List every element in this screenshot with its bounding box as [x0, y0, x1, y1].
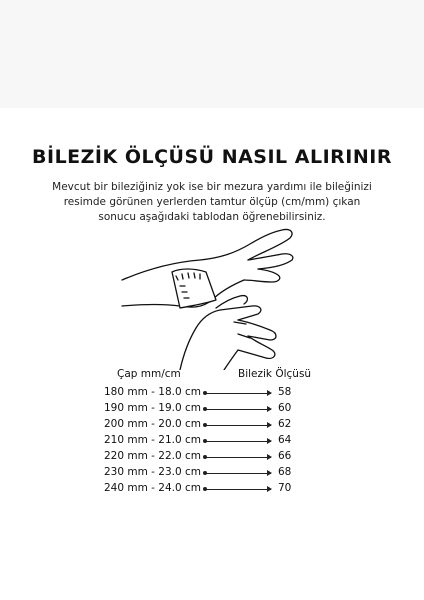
arrow-icon [205, 409, 271, 410]
row-size: 70 [278, 482, 292, 494]
hand-measuring-wrist-icon [120, 220, 310, 370]
table-row [0, 418, 424, 433]
page-title: BİLEZİK ÖLÇÜSÜ NASIL ALIRINIR [32, 146, 392, 168]
instructions-line-1: Mevcut bir bileziğiniz yok ise bir mezura yardımı ile bileğinizi [52, 181, 372, 193]
top-background [0, 0, 424, 108]
row-size: 62 [278, 418, 292, 430]
row-range: 230 mm - 23.0 cm [104, 466, 202, 478]
table-row [0, 482, 424, 497]
instructions-text [20, 180, 404, 225]
row-range: 200 mm - 20.0 cm [104, 418, 202, 430]
row-range: 190 mm - 19.0 cm [104, 402, 202, 414]
arrow-icon [205, 425, 271, 426]
row-size: 64 [278, 434, 292, 446]
table-row [0, 402, 424, 417]
instructions-line-3: sonucu aşağıdaki tablodan öğrenebilirsiniz. [98, 211, 326, 223]
table-header-size: Bilezik Ölçüsü [238, 368, 312, 380]
row-size: 58 [278, 386, 292, 398]
table-header-diameter: Çap mm/cm [117, 368, 181, 380]
arrow-icon [205, 473, 271, 474]
row-range: 180 mm - 18.0 cm [104, 386, 202, 398]
arrow-icon [205, 393, 271, 394]
instructions-line-2: resimde görünen yerlerden tamtur ölçüp (cm/mm) çıkan [63, 196, 361, 208]
row-size: 66 [278, 450, 292, 462]
table-row [0, 466, 424, 481]
table-row [0, 450, 424, 465]
row-range: 210 mm - 21.0 cm [104, 434, 202, 446]
row-size: 68 [278, 466, 292, 478]
row-range: 220 mm - 22.0 cm [104, 450, 202, 462]
arrow-icon [205, 489, 271, 490]
row-range: 240 mm - 24.0 cm [104, 482, 202, 494]
arrow-icon [205, 441, 271, 442]
table-row [0, 386, 424, 401]
table-row [0, 434, 424, 449]
arrow-icon [205, 457, 271, 458]
row-size: 60 [278, 402, 292, 414]
